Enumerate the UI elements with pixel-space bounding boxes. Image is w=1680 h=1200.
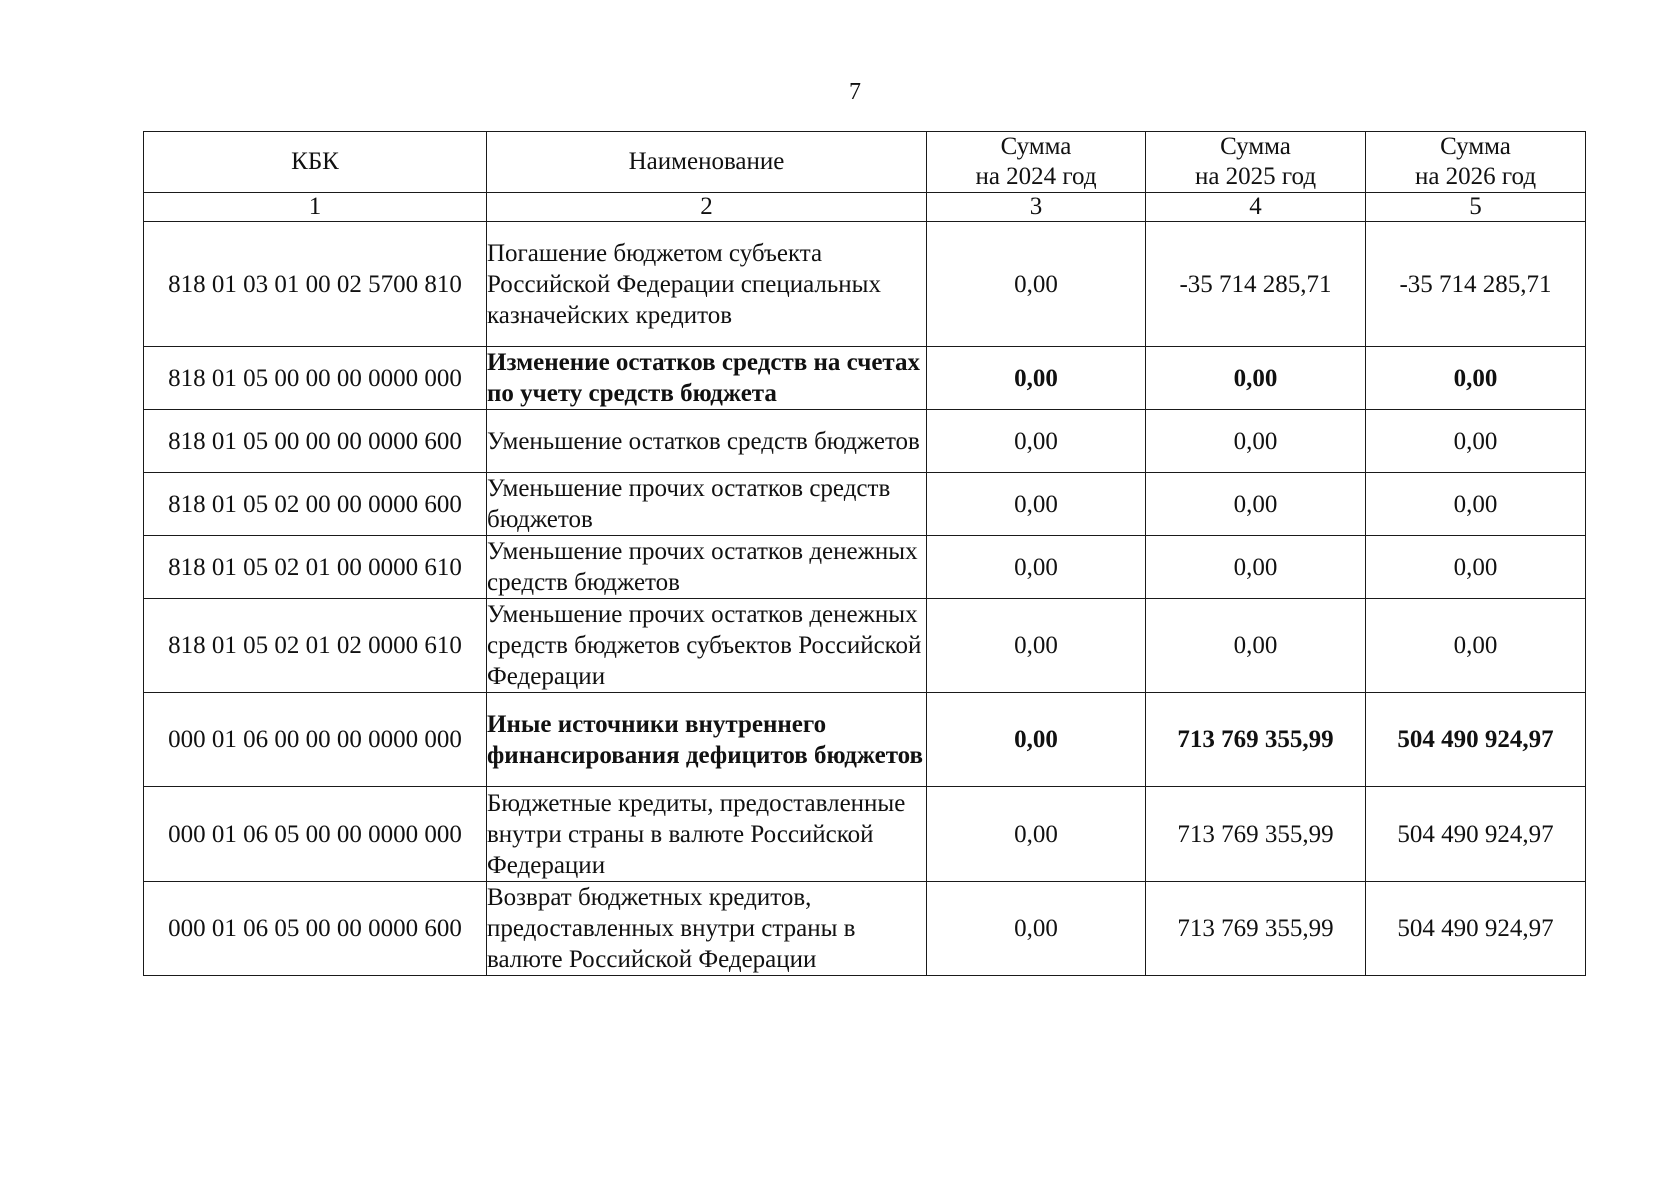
header-sum-2026-line1: Сумма: [1440, 133, 1511, 160]
table-row: [144, 882, 1586, 976]
sum-2026-cell: 504 490 924,97: [1366, 787, 1586, 882]
name-cell: Уменьшение остатков средств бюджетов: [487, 410, 927, 473]
header-sum-2026: [1366, 132, 1586, 193]
header-sum-2025-line1: Сумма: [1220, 133, 1291, 160]
header-sum-2024-line2: на 2024 год: [975, 163, 1097, 190]
column-number: 3: [927, 193, 1146, 222]
sum-2026-cell: -35 714 285,71: [1366, 222, 1586, 347]
header-sum-2025-line2: на 2025 год: [1194, 163, 1317, 190]
table-row: [144, 787, 1586, 882]
sum-2024-cell: 0,00: [927, 347, 1146, 410]
name-cell: Уменьшение прочих остатков денежных средств бюджетов: [487, 536, 927, 599]
sum-2026-cell: 504 490 924,97: [1366, 882, 1586, 976]
sum-2024-cell: 0,00: [927, 599, 1146, 693]
sum-2026-cell: 0,00: [1366, 599, 1586, 693]
sum-2025-cell: 0,00: [1146, 599, 1366, 693]
name-cell: Уменьшение прочих остатков денежных средств бюджетов субъектов Российской Федерации: [487, 599, 927, 693]
table-row: [144, 473, 1586, 536]
table-row: [144, 222, 1586, 347]
name-cell: Иные источники внутреннего финансирования дефицитов бюджетов: [487, 693, 927, 787]
sum-2025-cell: 713 769 355,99: [1146, 787, 1366, 882]
sum-2026-cell: 0,00: [1366, 473, 1586, 536]
kbk-cell: 818 01 03 01 00 02 5700 810: [144, 222, 487, 347]
kbk-cell: 000 01 06 05 00 00 0000 600: [144, 882, 487, 976]
sum-2024-cell: 0,00: [927, 536, 1146, 599]
kbk-cell: 000 01 06 05 00 00 0000 000: [144, 787, 487, 882]
column-number: 4: [1146, 193, 1366, 222]
column-number-row: [144, 193, 1586, 222]
sum-2024-cell: 0,00: [927, 882, 1146, 976]
sum-2026-cell: 0,00: [1366, 347, 1586, 410]
table-row: [144, 410, 1586, 473]
header-sum-2024: [927, 132, 1146, 193]
kbk-cell: 818 01 05 00 00 00 0000 000: [144, 347, 487, 410]
sum-2024-cell: 0,00: [927, 787, 1146, 882]
column-number: 2: [487, 193, 927, 222]
kbk-cell: 818 01 05 02 00 00 0000 600: [144, 473, 487, 536]
sum-2025-cell: 713 769 355,99: [1146, 693, 1366, 787]
name-cell: Возврат бюджетных кредитов, предоставленных внутри страны в валюте Российской Федерации: [487, 882, 927, 976]
name-cell: Уменьшение прочих остатков средств бюджетов: [487, 473, 927, 536]
sum-2025-cell: 713 769 355,99: [1146, 882, 1366, 976]
sum-2024-cell: 0,00: [927, 222, 1146, 347]
column-number: 1: [144, 193, 487, 222]
table-header-row: [144, 132, 1586, 193]
sum-2025-cell: -35 714 285,71: [1146, 222, 1366, 347]
sum-2025-cell: 0,00: [1146, 410, 1366, 473]
sum-2025-cell: 0,00: [1146, 536, 1366, 599]
header-sum-2024-line1: Сумма: [1000, 133, 1072, 160]
header-sum-2026-line2: на 2026 год: [1414, 163, 1537, 190]
sum-2026-cell: 0,00: [1366, 410, 1586, 473]
sum-2024-cell: 0,00: [927, 693, 1146, 787]
table-row: [144, 693, 1586, 787]
kbk-cell: 818 01 05 02 01 00 0000 610: [144, 536, 487, 599]
header-name: Наименование: [487, 132, 927, 193]
kbk-cell: 818 01 05 02 01 02 0000 610: [144, 599, 487, 693]
table-row: [144, 536, 1586, 599]
sum-2026-cell: 504 490 924,97: [1366, 693, 1586, 787]
sum-2024-cell: 0,00: [927, 473, 1146, 536]
name-cell: Погашение бюджетом субъекта Российской Федерации специальных казначейских кредитов: [487, 222, 927, 347]
table-row: [144, 347, 1586, 410]
kbk-cell: 818 01 05 00 00 00 0000 600: [144, 410, 487, 473]
sum-2026-cell: 0,00: [1366, 536, 1586, 599]
sum-2025-cell: 0,00: [1146, 347, 1366, 410]
column-number: 5: [1366, 193, 1586, 222]
kbk-cell: 000 01 06 00 00 00 0000 000: [144, 693, 487, 787]
budget-sources-table: [143, 131, 1586, 976]
sum-2024-cell: 0,00: [927, 410, 1146, 473]
page-number: 7: [849, 79, 861, 105]
table-row: [144, 599, 1586, 693]
header-sum-2025: [1146, 132, 1366, 193]
header-kbk: КБК: [144, 132, 487, 193]
name-cell: Изменение остатков средств на счетах по учету средств бюджета: [487, 347, 927, 410]
sum-2025-cell: 0,00: [1146, 473, 1366, 536]
name-cell: Бюджетные кредиты, предоставленные внутри страны в валюте Российской Федерации: [487, 787, 927, 882]
